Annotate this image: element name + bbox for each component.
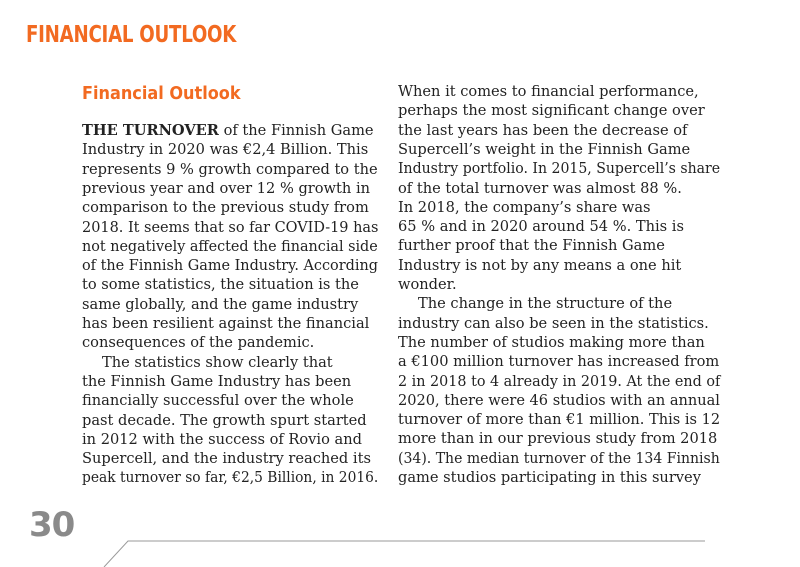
paragraph-line: more than in our previous study from 2018	[398, 430, 718, 448]
paragraph-line: The statistics show clearly that	[102, 353, 333, 371]
paragraph-line: Industry is not by any means a one hit	[398, 256, 682, 274]
paragraph-line: 2 in 2018 to 4 already in 2019. At the end of	[398, 372, 721, 390]
section-heading: Financial Outlook	[82, 84, 241, 104]
paragraph-line: wonder.	[398, 276, 457, 293]
paragraph-line: not negatively affected the financial side	[82, 237, 378, 255]
paragraph-line: past decade. The growth spurt started	[82, 411, 367, 429]
paragraph-line: (34). The median turnover of the 134 Finnish	[398, 449, 720, 467]
paragraph-line: industry can also be seen in the statistics.	[398, 314, 709, 332]
paragraph-line: the last years has been the decrease of	[398, 121, 688, 139]
paragraph-line: Industry in 2020 was €2,4 Billion. This	[82, 141, 369, 159]
paragraph-line: in 2012 with the success of Rovio and	[82, 430, 362, 448]
paragraph-line: consequences of the pandemic.	[82, 334, 315, 352]
paragraph-line: previous year and over 12 % growth in	[82, 179, 371, 197]
paragraph-line: has been resilient against the financial	[82, 315, 370, 332]
page-header-title: FINANCIAL OUTLOOK	[26, 22, 237, 48]
paragraph-line: comparison to the previous study from	[82, 199, 369, 217]
paragraph-line: of the Finnish Game Industry. According	[82, 257, 378, 275]
paragraph-line: 65 % and in 2020 around 54 %. This is	[398, 218, 684, 236]
paragraph-line: 2018. It seems that so far COVID-19 has	[82, 218, 379, 236]
paragraph-line: represents 9 % growth compared to the	[82, 160, 378, 178]
paragraph-line: to some statistics, the situation is the	[82, 276, 359, 294]
paragraph-line: a €100 million turnover has increased from	[398, 353, 720, 371]
paragraph-line: The change in the structure of the	[418, 295, 673, 313]
paragraph-line: Industry portfolio. In 2015, Supercell’s share	[398, 160, 721, 178]
page-number: 30	[29, 505, 75, 545]
paragraph-line: THE TURNOVER of the Finnish Game	[82, 122, 374, 139]
paragraph-line: of the total turnover was almost 88 %.	[398, 179, 682, 197]
paragraph-line: the Finnish Game Industry has been	[82, 372, 352, 390]
paragraph-line: financially successful over the whole	[82, 392, 354, 410]
lead-in-bold: THE TURNOVER	[82, 122, 219, 139]
paragraph-line: perhaps the most significant change over	[398, 102, 705, 120]
paragraph-line: turnover of more than €1 million. This is 12	[398, 411, 721, 429]
paragraph-line: 2020, there were 46 studios with an annual	[398, 391, 720, 409]
paragraph-line: game studios participating in this survey	[398, 469, 701, 486]
paragraph-line: peak turnover so far, €2,5 Billion, in 2016.	[82, 469, 379, 487]
paragraph-line: The number of studios making more than	[398, 333, 705, 351]
paragraph-line: When it comes to financial performance,	[398, 83, 699, 100]
paragraph-line: In 2018, the company’s share was	[398, 198, 651, 216]
paragraph-line: further proof that the Finnish Game	[398, 237, 665, 255]
paragraph-line: Supercell, and the industry reached its	[82, 450, 371, 468]
paragraph-line: same globally, and the game industry	[82, 295, 359, 313]
paragraph-line: Supercell’s weight in the Finnish Game	[398, 140, 691, 158]
